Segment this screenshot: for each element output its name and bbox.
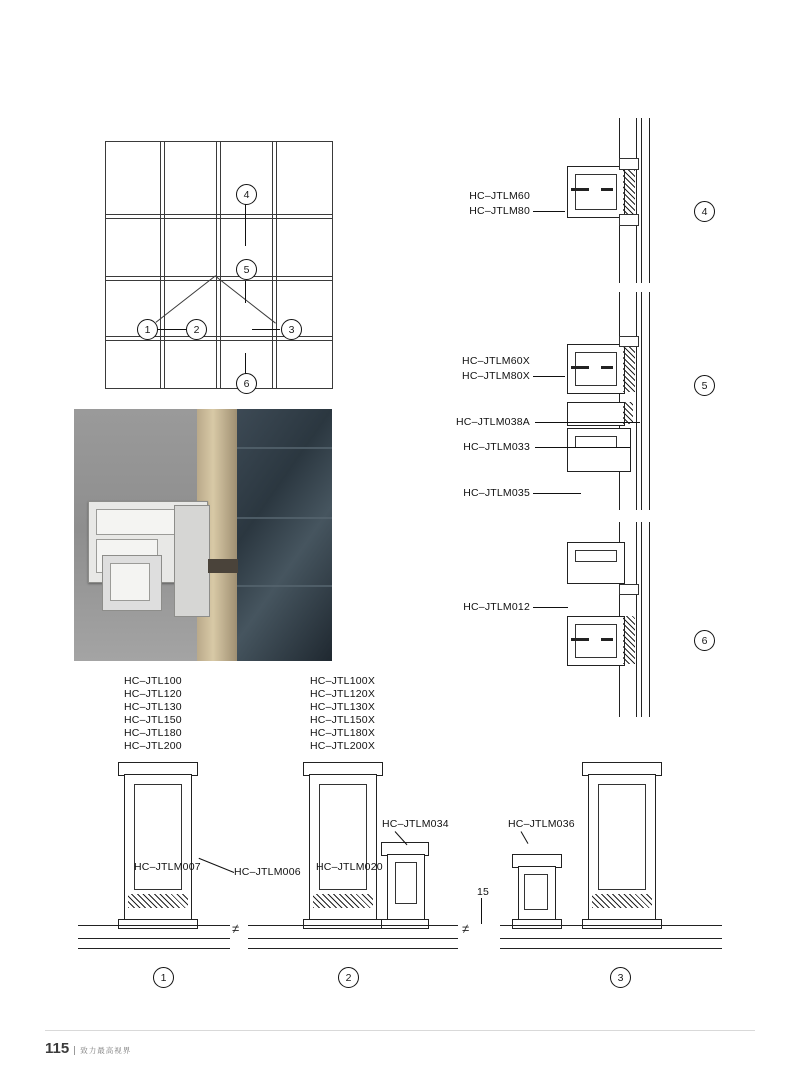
plan-detail-1 — [118, 762, 238, 937]
leader-marker-5 — [245, 281, 246, 303]
label-plan1-right: HC–JTLM006 — [234, 866, 301, 878]
label-sec5-a: HC–JTLM038A — [456, 416, 530, 428]
slab-line-top — [78, 925, 230, 926]
slab-line-mid-2 — [248, 938, 458, 939]
elevation-marker-6: 6 — [236, 373, 257, 394]
page-footer — [45, 1040, 765, 1058]
leader-sec5-b — [535, 447, 630, 448]
label-plan2-inner: HC–JTLM020 — [316, 861, 383, 873]
label-plan1-inner: HC–JTLM007 — [134, 861, 201, 873]
slab-line-mid — [78, 938, 230, 939]
leader-marker-4 — [245, 200, 246, 246]
plan-marker-3: 3 — [610, 967, 631, 988]
label-plan1-stack: HC–JTL100 HC–JTL120 HC–JTL130 HC–JTL150 HC–JTL180 HC–JTL200 — [124, 675, 182, 752]
label-plan2-stack: HC–JTL100X HC–JTL120X HC–JTL130X HC–JTL150X HC–JTL180X HC–JTL200X — [310, 675, 376, 752]
label-sec5-top1: HC–JTLM60X — [462, 355, 530, 367]
leader-sec4 — [533, 211, 565, 212]
break-symbol-2: ≠ — [462, 921, 470, 936]
leader-sec5-top — [533, 376, 565, 377]
section-detail-6 — [545, 522, 685, 717]
slab-line-mid-3 — [500, 938, 722, 939]
break-symbol-1: ≠ — [232, 921, 240, 936]
footer-rule — [45, 1030, 755, 1031]
slab-line-top-3 — [500, 925, 722, 926]
plan-detail-2 — [303, 762, 443, 937]
label-dim-15: 15 — [477, 886, 490, 898]
elevation-marker-2: 2 — [186, 319, 207, 340]
label-sec5-b: HC–JTLM033 — [463, 441, 530, 453]
label-plan2-right: HC–JTLM034 — [382, 818, 449, 830]
detail-marker-5: 5 — [694, 375, 715, 396]
footer-note: 致力最高视界 — [74, 1046, 131, 1055]
elevation-marker-4: 4 — [236, 184, 257, 205]
plan-detail-3 — [512, 762, 662, 937]
section-detail-4 — [545, 118, 685, 283]
leader-marker-1 — [156, 329, 186, 330]
leader-marker-3 — [252, 329, 280, 330]
page-number: 115 — [45, 1040, 70, 1057]
section-detail-5 — [545, 292, 685, 510]
detail-marker-6: 6 — [694, 630, 715, 651]
detail-marker-4: 4 — [694, 201, 715, 222]
label-sec6: HC–JTLM012 — [463, 601, 530, 613]
leader-sec5-c — [533, 493, 581, 494]
slab-line-top-2 — [248, 925, 458, 926]
label-sec5-c: HC–JTLM035 — [463, 487, 530, 499]
plan-marker-2: 2 — [338, 967, 359, 988]
plan-marker-1: 1 — [153, 967, 174, 988]
curtain-wall-elevation — [105, 141, 333, 389]
label-sec4-1: HC–JTLM60 — [469, 190, 530, 202]
leader-sec5-a — [535, 422, 640, 423]
label-plan3-left: HC–JTLM036 — [508, 818, 575, 830]
elevation-marker-3: 3 — [281, 319, 302, 340]
slab-line-bot-2 — [248, 948, 458, 949]
label-sec4-2: HC–JTLM80 — [469, 205, 530, 217]
slab-line-bot-3 — [500, 948, 722, 949]
label-sec5-top2: HC–JTLM80X — [462, 370, 530, 382]
product-photo — [74, 409, 332, 661]
elevation-marker-1: 1 — [137, 319, 158, 340]
dim-15-line — [481, 898, 482, 924]
slab-line-bot — [78, 948, 230, 949]
elevation-marker-5: 5 — [236, 259, 257, 280]
leader-sec6 — [533, 607, 568, 608]
